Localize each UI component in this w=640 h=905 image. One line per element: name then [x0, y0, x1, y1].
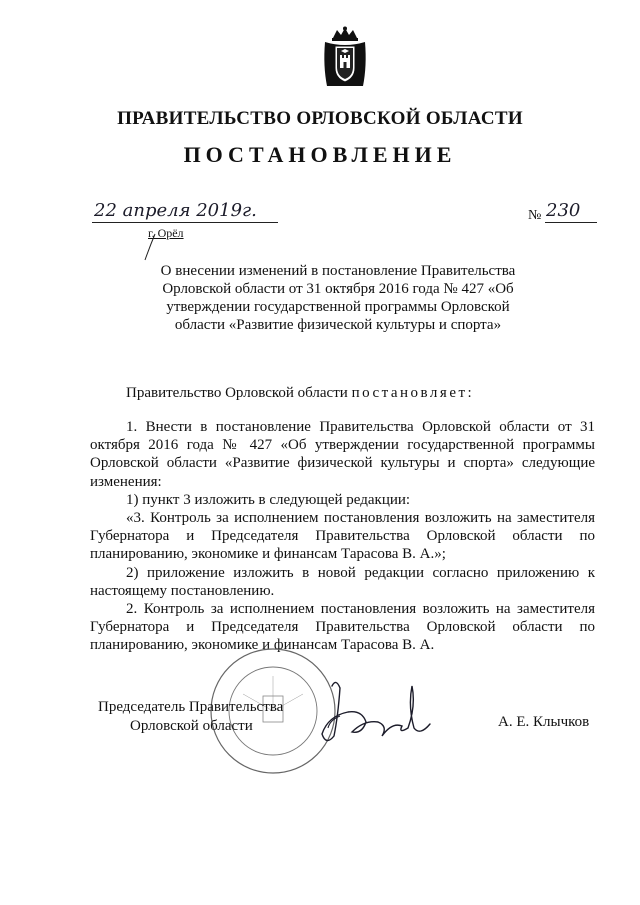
city-label: г. Орёл: [148, 226, 184, 240]
signatory-name: А. Е. Клычков: [498, 714, 590, 730]
signature-position: [98, 698, 283, 736]
government-title: ПРАВИТЕЛЬСТВО ОРЛОВСКОЙ ОБЛАСТИ: [117, 108, 523, 129]
preamble-lead: Правительство Орловской области: [126, 385, 348, 401]
paragraph: «3. Контроль за исполнением постановления возложить на заместителя Губернатора и Председателя Правительства Орловской области по планированию, экономике и финансам Тарасова В. А.»;: [90, 510, 595, 563]
paragraph: 2) приложение изложить в новой редакции согласно приложению к настоящему постановлению.: [90, 564, 595, 599]
handwritten-signature-icon: [318, 676, 436, 754]
pen-stroke-icon: [143, 232, 157, 262]
paragraph: 1. Внести в постановление Правительства Орловской области от 31 октября 2016 года № 427 «Об утверждении государственной программы Орловской области «Развитие физической культуры и спорта» следующие изменения:: [90, 419, 595, 490]
position-line-2: Орловской области: [130, 718, 253, 734]
handwritten-date: 22 апреля 2019г.: [94, 200, 257, 221]
number-label: №: [528, 208, 542, 223]
coat-of-arms-icon: [321, 26, 369, 90]
preamble-verb: постановляет:: [351, 385, 475, 401]
position-line-1: Председатель Правительства: [98, 699, 284, 715]
handwritten-number: 230: [546, 200, 581, 221]
date-underline: [92, 222, 278, 223]
paragraph: 2. Контроль за исполнением постановления возложить на заместителя Губернатора и Председателя Правительства Орловской области по планированию, экономике и финансам Тарасова В. А.: [90, 601, 595, 654]
paragraph: 1) пункт 3 изложить в следующей редакции:: [126, 491, 411, 508]
document-subject: О внесении изменений в постановление Правительства Орловской области от 31 октября 2016 года № 427 «Об утверждении государственной программы Орловской области «Развитие физической культуры и спорта»: [160, 263, 516, 333]
number-underline: [545, 222, 597, 223]
preamble: [126, 385, 474, 402]
document-body: [90, 418, 595, 655]
document-type-title: ПОСТАНОВЛЕНИЕ: [183, 142, 457, 167]
